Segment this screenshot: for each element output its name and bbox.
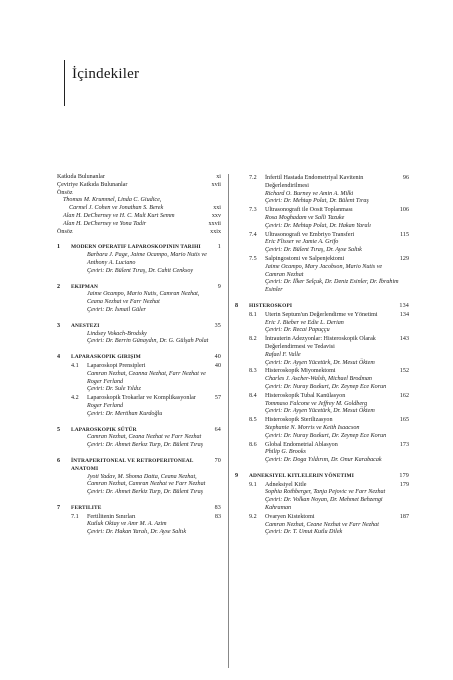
toc-subsection[interactable] <box>57 363 221 394</box>
chapter-heading[interactable] <box>235 303 409 311</box>
front-matter-author-line <box>57 197 221 205</box>
subsection-page-number: 106 <box>399 207 409 214</box>
subsection-number: 8.2 <box>249 336 257 343</box>
subsection-author-line: Çeviri: Dr. Mertihan Kurdoğlu <box>87 410 163 417</box>
chapter-author-line: Çeviri: Dr. Ahmet Berkız Turp, Dr. Bülent Tıraş <box>87 442 204 449</box>
chapter-author-line: Lindsey Vokach-Brodsky <box>87 330 147 337</box>
front-matter-page-number: xxi <box>213 205 221 212</box>
subsection-author-line: Çeviri: Dr. Ayşen Yücetürk, Dr. Mesut Öktem <box>265 408 375 415</box>
subsection-number: 7.5 <box>249 255 257 262</box>
subsection-title: Adneksiyel Kitle <box>265 481 307 488</box>
subsection-title: Histeroskopik Tubal Kanülasyon <box>265 392 346 399</box>
chapter-heading[interactable] <box>57 284 221 292</box>
subsection-author-line: Philip G. Brooks <box>265 449 306 456</box>
chapter-author-line: Jyoti Yadav, M. Shoma Datta, Ceana Nezhat, Camran Nezhat, Camran Nezhat ve Farr Nezhat <box>87 473 206 488</box>
chapter-number: 4 <box>57 354 61 361</box>
front-matter-label: Çeviriye Katkıda Bulunanlar <box>57 181 128 188</box>
chapter-author-line: Barbara J. Page, Jaime Ocampo, Mario Nutis ve Anthony A. Luciano <box>87 252 207 266</box>
subsection-title: Fertilitenin Sınırları <box>87 513 136 520</box>
chapter-title: ADNEKSIYEL KITLELERIN YÖNETIMI <box>249 472 354 479</box>
subsection-title: İntrauterin Adezyonlar: Histeroskopik Olarak Değerlendirmesi ve Tedavisi <box>265 336 376 350</box>
subsection-page-number: 83 <box>214 513 221 520</box>
chapter-title: ANESTEZI <box>71 322 100 329</box>
chapter-title: FERTILITE <box>71 504 102 511</box>
chapter-page-number: 9 <box>217 283 221 290</box>
front-matter-label: Katkıda Bulunanlar <box>57 174 105 180</box>
subsection-author-line: Camran Nezhat, Ceanna Nezhat, Farr Nezhat ve Roger Ferland <box>87 370 206 385</box>
subsection-title: Uterin Septum'un Değerlendirme ve Yönetimi <box>265 311 378 318</box>
toc-subsection[interactable] <box>235 336 409 367</box>
chapter-heading[interactable] <box>57 244 221 252</box>
subsection-title: Global Endometrial Ablasyon <box>265 441 338 448</box>
toc-chapter <box>235 303 409 465</box>
chapter-heading[interactable] <box>57 505 221 513</box>
front-matter-page-number: xxvii <box>208 220 221 227</box>
chapter-page-number: 134 <box>399 302 409 309</box>
subsection-author-line: Eric J. Bieber ve Edie L. Derian <box>265 319 344 326</box>
subsection-author-line: Çeviri: Dr. Sule Yıldız <box>87 386 141 393</box>
toc-subsection[interactable] <box>235 393 409 416</box>
toc-subsection[interactable] <box>235 232 409 255</box>
subsection-page-number: 143 <box>399 336 409 343</box>
subsection-author-line: Stephanie N. Morris ve Keith Isaacson <box>265 424 360 431</box>
subsection-author-line: Jaime Ocampo, Mary Jacobson, Mario Nutis ve Camran Nezhat <box>265 263 383 278</box>
chapter-title: LAPAROSKOPIK SÜTÜR <box>71 426 137 433</box>
subsection-author-line: Roger Ferland <box>87 402 124 409</box>
chapter-number: 1 <box>57 244 61 251</box>
subsection-author-line: Çeviri: Dr. T. Umut Kutlu Dilek <box>265 529 343 536</box>
chapter-title: MODERN OPERATIF LAPAROSKOPININ TARIHI <box>71 244 201 251</box>
chapter-heading[interactable] <box>235 473 409 481</box>
subsection-title: Laparoskopi Prensipleri <box>87 362 146 369</box>
front-matter-author-names: Carmel J. Cohen ve Jonathan S. Berek <box>69 205 164 212</box>
chapter-number: 6 <box>57 457 61 464</box>
subsection-author-line: Sophia Rothberger, Tanja Pejovic ve Farr Nezhat <box>265 489 386 496</box>
front-matter-author-line <box>57 221 221 229</box>
subsection-number: 8.5 <box>249 417 257 424</box>
subsection-page-number: 162 <box>399 392 409 399</box>
chapter-number: 7 <box>57 504 61 511</box>
toc-right-column <box>235 174 409 537</box>
subsection-author-line: Çeviri: Dr. Volkan Noyan, Dr. Mehmet Behzengi Kahraman <box>265 497 383 512</box>
chapter-author-line: Jaime Ocampo, Mario Nutis, Camran Nezhat, Ceana Nezhat ve Farr Nezhat <box>87 291 200 306</box>
subsection-page-number: 187 <box>399 513 409 520</box>
toc-subsection[interactable] <box>235 514 409 537</box>
subsection-page-number: 115 <box>400 231 409 238</box>
subsection-author-line: Çeviri: Dr. Mehtap Polat, Dr. Bülent Tıraş <box>265 198 369 205</box>
subsection-title: İnfertil Hastada Endometriyal Kavitenin Değerlendirilmesi <box>265 175 364 189</box>
subsection-author-line: Çeviri: Dr. Hakan Yaralı, Dr. Ayse Saltık <box>87 529 187 536</box>
chapter-author-line: Çeviri: Dr. İsmail Güler <box>87 306 146 313</box>
subsection-page-number: 165 <box>399 417 409 424</box>
subsection-author-line: Kutluk Oktay ve Amr M. A. Azim <box>87 521 167 528</box>
toc-chapter <box>57 284 221 315</box>
subsection-author-line: Richard O. Burney ve Amin A. Milki <box>265 190 354 197</box>
chapter-page-number: 179 <box>399 472 409 479</box>
subsection-number: 8.6 <box>249 441 257 448</box>
chapter-page-number: 64 <box>214 426 221 433</box>
subsection-author-line: Rosa Moghadam ve Salli Tazuke <box>265 214 345 221</box>
chapter-title: LAPARASKOPIK GIRIŞIM <box>71 354 141 361</box>
toc-left-column <box>57 174 221 537</box>
subsection-author-line: Çeviri: Dr. Nuray Bozkurt, Dr. Zeynep Ece Korun <box>265 432 387 439</box>
toc-subsection[interactable] <box>235 207 409 230</box>
subsection-author-line: Tommaso Falcone ve Jeffrey M. Goldberg <box>265 400 368 407</box>
column-divider <box>228 174 229 668</box>
subsection-title: Ultrasonografi ile Oosit Toplanması <box>265 207 353 214</box>
toc-chapter <box>57 354 221 418</box>
toc-subsection[interactable] <box>57 395 221 418</box>
front-matter-page-number: xxv <box>211 212 221 219</box>
front-matter-author-line <box>57 213 221 221</box>
subsection-number: 7.1 <box>71 513 79 520</box>
chapter-author-line: Çeviri: Dr. Ahmet Berkiz Turp, Dr. Bülent Tıraş <box>87 489 204 496</box>
chapter-page-number: 83 <box>214 504 221 511</box>
chapter-heading[interactable] <box>57 323 221 331</box>
toc-chapter <box>57 505 221 537</box>
chapter-heading[interactable] <box>57 458 221 474</box>
front-matter <box>57 174 221 236</box>
subsection-number: 8.4 <box>249 392 257 399</box>
front-matter-label: Önsöz <box>57 189 73 196</box>
chapter-author-line: Çeviri: Dr. Berrin Günaydın, Dr. G. Gülşah Polat <box>87 338 209 345</box>
subsection-title: Histeroskopik Sterilizasyon <box>265 417 333 424</box>
subsection-author-line: Çeviri: Dr. Nuray Bozkurt, Dr. Zeynep Ece Korun <box>265 383 387 390</box>
subsection-author-line: Çeviri: Dr. İlker Selçuk, Dr. Deniz Esinler, Dr. İbrahim Esinler <box>265 279 399 294</box>
toc-chapter <box>57 244 221 275</box>
subsection-number: 8.3 <box>249 368 257 375</box>
subsection-number: 7.4 <box>249 231 257 238</box>
front-matter-item[interactable] <box>57 229 221 237</box>
front-matter-author-names: Alan H. DeCherney ve H. C. Mult Kurt Semm <box>63 212 175 219</box>
subsection-number: 7.2 <box>249 175 257 181</box>
subsection-title: Salpingostomi ve Salpenjektomi <box>265 255 345 262</box>
chapter-heading[interactable] <box>57 354 221 362</box>
chapter-number: 2 <box>57 283 61 290</box>
subsection-page-number: 152 <box>399 368 409 375</box>
toc-chapter <box>235 473 409 537</box>
toc-chapter <box>57 458 221 497</box>
front-matter-label: Önsöz <box>57 228 73 235</box>
front-matter-page-number: xvii <box>211 181 221 188</box>
subsection-author-line: Çeviri: Dr. Mehtap Polat, Dr. Hakan Yaralı <box>265 222 371 229</box>
chapter-number: 9 <box>235 472 239 479</box>
subsection-author-line: Çeviri: Dr. Bülent Tıraş, Dr. Ayse Saltık <box>265 247 362 254</box>
subsection-title: Ovaryen Kistektomi <box>265 513 315 520</box>
chapter-author-line: Camran Nezhat, Ceana Nezhat ve Farr Nezhat <box>87 434 202 441</box>
chapter-heading[interactable] <box>57 427 221 435</box>
subsection-title: Laparoskopik Trokarlar ve Komplikasyonlar <box>87 395 196 402</box>
front-matter-item[interactable] <box>57 190 221 198</box>
subsection-author-line: Camran Nezhat, Ceane Nezhat ve Farr Nezhat <box>265 521 379 528</box>
subsection-page-number: 96 <box>402 175 409 181</box>
chapter-title: İNTRAPERITONEAL VE RETROPERITONEAL ANATOMI <box>71 457 194 472</box>
toc-subsection[interactable] <box>235 368 409 391</box>
toc-chapter <box>57 427 221 450</box>
toc-subsection[interactable] <box>235 482 409 513</box>
chapter-page-number: 1 <box>217 244 221 251</box>
page-title: İçindekiler <box>72 66 140 82</box>
subsection-author-line: Çeviri: Dr. Recai Papuççu <box>265 327 330 334</box>
subsection-number: 8.1 <box>249 311 257 318</box>
toc-subsection[interactable] <box>235 417 409 440</box>
subsection-page-number: 129 <box>399 255 409 262</box>
left-chapter-list <box>57 244 221 537</box>
subsection-page-number: 57 <box>214 395 221 402</box>
front-matter-item[interactable] <box>57 174 221 182</box>
chapter-author-line: Çeviri: Dr. Bülent Tıraş, Dr. Cahit Cenksoy <box>87 267 194 274</box>
toc-subsection[interactable] <box>235 442 409 465</box>
subsection-author-line: Charles J. Ascher-Walsh, Michael Brodman <box>265 376 372 383</box>
chapter-page-number: 35 <box>214 322 221 329</box>
subsection-page-number: 134 <box>399 311 409 318</box>
subsection-author-line: Çeviri: Dr. Ayşen Yücetürk, Dr. Mesut Öktem <box>265 359 375 366</box>
continued-subsections <box>235 175 409 295</box>
toc-subsection[interactable] <box>235 256 409 295</box>
title-accent-bar <box>64 60 65 106</box>
subsection-number: 4.1 <box>71 362 79 369</box>
toc-subsection[interactable] <box>57 514 221 537</box>
chapter-page-number: 70 <box>214 457 221 464</box>
subsection-author-line: Çeviri: Dr. Doga Yıldırım, Dr. Onur Karabacak <box>265 457 382 464</box>
subsection-author-line: Eric Flisser ve Jamie A. Grifo <box>265 239 339 246</box>
toc-subsection[interactable] <box>235 312 409 335</box>
chapter-page-number: 40 <box>214 354 221 361</box>
subsection-title: Histeroskopik Miyomektomi <box>265 368 336 375</box>
toc-subsection[interactable] <box>235 175 409 206</box>
chapter-number: 3 <box>57 322 61 329</box>
subsection-page-number: 173 <box>399 441 409 448</box>
chapter-title: HISTEROSKOPI <box>249 302 293 309</box>
front-matter-page-number: xxix <box>210 228 221 235</box>
chapter-number: 8 <box>235 302 239 309</box>
subsection-page-number: 40 <box>214 362 221 369</box>
subsection-number: 9.2 <box>249 513 257 520</box>
toc-chapter <box>57 323 221 346</box>
chapter-title: EKIPMAN <box>71 283 99 290</box>
subsection-number: 7.3 <box>249 207 257 214</box>
subsection-author-line: Rafael F. Valle <box>265 351 301 358</box>
front-matter-author-names: Alan H. DeCherney ve Yona Tadir <box>63 220 147 227</box>
front-matter-author-line <box>57 205 221 213</box>
subsection-number: 4.2 <box>71 395 79 402</box>
front-matter-page-number: xi <box>216 174 221 180</box>
subsection-number: 9.1 <box>249 481 257 488</box>
front-matter-author-names: Thomas M. Krummel, Linda C. Giudice, <box>63 197 162 204</box>
right-chapter-list <box>235 303 409 537</box>
subsection-page-number: 179 <box>399 481 409 488</box>
subsection-title: Ultrasonografi ve Embriyo Transferi <box>265 231 355 238</box>
front-matter-item[interactable] <box>57 182 221 190</box>
chapter-number: 5 <box>57 426 61 433</box>
